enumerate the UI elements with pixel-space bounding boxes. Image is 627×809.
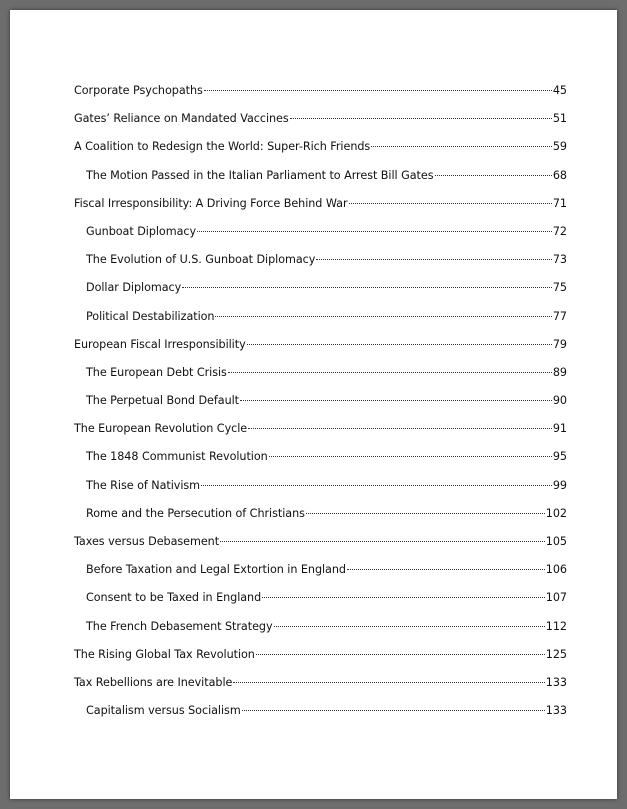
toc-entry-title: Rome and the Persecution of Christians xyxy=(86,506,305,520)
toc-entry-title: Before Taxation and Legal Extortion in England xyxy=(86,563,346,577)
table-of-contents xyxy=(74,77,567,725)
dot-leader xyxy=(201,485,552,486)
toc-entry-title: A Coalition to Redesign the World: Super-Rich Friends xyxy=(74,140,371,154)
dot-leader xyxy=(248,428,552,429)
toc-entry-page-number: 89 xyxy=(552,365,567,379)
toc-entry-page-number: 59 xyxy=(552,140,567,154)
toc-entry-title: The European Revolution Cycle xyxy=(74,422,248,436)
dot-leader xyxy=(215,316,551,317)
document-page xyxy=(10,10,617,799)
toc-entry-title: Political Destabilization xyxy=(86,309,215,323)
dot-leader xyxy=(347,569,545,570)
dot-leader xyxy=(349,203,552,204)
toc-entry-title: The Perpetual Bond Default xyxy=(86,394,240,408)
dot-leader xyxy=(290,118,552,119)
toc-entry[interactable] xyxy=(74,500,567,528)
dot-leader xyxy=(242,710,545,711)
toc-entry-page-number: 72 xyxy=(552,224,567,238)
toc-entry-title: The French Debasement Strategy xyxy=(86,619,273,633)
toc-entry-title: Taxes versus Debasement xyxy=(74,535,220,548)
toc-entry-title: Corporate Psychopaths xyxy=(74,84,203,97)
toc-entry[interactable] xyxy=(74,246,567,274)
toc-entry-title: European Fiscal Irresponsibility xyxy=(74,337,246,351)
toc-entry-page-number: 75 xyxy=(552,281,567,295)
toc-entry-page-number: 68 xyxy=(552,168,567,182)
toc-entry[interactable] xyxy=(74,303,567,331)
toc-entry-page-number: 125 xyxy=(545,647,567,661)
toc-entry-page-number: 51 xyxy=(552,112,567,126)
toc-entry[interactable] xyxy=(74,415,567,443)
toc-entry[interactable] xyxy=(74,528,567,556)
toc-entry-page-number: 79 xyxy=(552,337,567,351)
toc-entry-page-number: 73 xyxy=(552,253,567,267)
toc-entry-page-number: 95 xyxy=(552,450,567,464)
toc-entry[interactable] xyxy=(74,274,567,302)
dot-leader xyxy=(204,90,552,91)
toc-entry[interactable] xyxy=(74,162,567,190)
dot-leader xyxy=(274,626,545,627)
toc-entry[interactable] xyxy=(74,105,567,133)
toc-entry-title: The Evolution of U.S. Gunboat Diplomacy xyxy=(86,253,316,267)
toc-entry-title: Gates’ Reliance on Mandated Vaccines xyxy=(74,112,289,126)
toc-entry[interactable] xyxy=(74,387,567,415)
toc-entry-title: Capitalism versus Socialism xyxy=(86,704,241,718)
dot-leader xyxy=(220,541,545,542)
toc-entry[interactable] xyxy=(74,472,567,500)
dot-leader xyxy=(240,400,552,401)
toc-entry[interactable] xyxy=(74,133,567,161)
toc-entry-title: Consent to be Taxed in England xyxy=(86,591,262,605)
dot-leader xyxy=(233,682,544,683)
toc-entry[interactable] xyxy=(74,443,567,471)
toc-entry-title: The Rise of Nativism xyxy=(86,478,201,492)
toc-entry-page-number: 105 xyxy=(545,535,567,548)
dot-leader xyxy=(269,456,552,457)
toc-entry-page-number: 91 xyxy=(552,422,567,436)
toc-entry-page-number: 102 xyxy=(545,506,567,520)
toc-entry-page-number: 106 xyxy=(545,563,567,577)
toc-entry[interactable] xyxy=(74,218,567,246)
toc-entry-page-number: 45 xyxy=(552,84,567,97)
toc-entry-page-number: 112 xyxy=(545,619,567,633)
dot-leader xyxy=(228,372,552,373)
toc-entry-title: The Motion Passed in the Italian Parliament to Arrest Bill Gates xyxy=(86,168,434,182)
dot-leader xyxy=(197,231,552,232)
dot-leader xyxy=(182,287,552,288)
toc-entry[interactable] xyxy=(74,556,567,584)
dot-leader xyxy=(262,597,545,598)
toc-entry-page-number: 99 xyxy=(552,478,567,492)
toc-entry-page-number: 71 xyxy=(552,196,567,210)
toc-entry-title: Tax Rebellions are Inevitable xyxy=(74,675,233,689)
toc-entry[interactable] xyxy=(74,697,567,725)
dot-leader xyxy=(247,344,552,345)
dot-leader xyxy=(256,654,545,655)
toc-entry[interactable] xyxy=(74,359,567,387)
toc-entry-title: Fiscal Irresponsibility: A Driving Force Behind War xyxy=(74,196,348,210)
toc-entry[interactable] xyxy=(74,190,567,218)
toc-entry[interactable] xyxy=(74,669,567,697)
toc-entry-page-number: 107 xyxy=(545,591,567,605)
toc-entry-page-number: 133 xyxy=(545,675,567,689)
toc-entry-title: The European Debt Crisis xyxy=(86,365,227,379)
toc-entry-page-number: 77 xyxy=(552,309,567,323)
dot-leader xyxy=(316,259,552,260)
toc-entry-title: Dollar Diplomacy xyxy=(86,281,182,295)
toc-entry-page-number: 90 xyxy=(552,394,567,408)
dot-leader xyxy=(306,513,545,514)
toc-entry[interactable] xyxy=(74,331,567,359)
toc-entry-title: Gunboat Diplomacy xyxy=(86,224,197,238)
toc-entry[interactable] xyxy=(74,584,567,612)
toc-entry[interactable] xyxy=(74,613,567,641)
dot-leader xyxy=(371,146,552,147)
toc-entry[interactable] xyxy=(74,77,567,105)
toc-entry[interactable] xyxy=(74,641,567,669)
toc-entry-title: The 1848 Communist Revolution xyxy=(86,450,268,464)
toc-entry-title: The Rising Global Tax Revolution xyxy=(74,647,255,661)
dot-leader xyxy=(435,175,552,176)
toc-entry-page-number: 133 xyxy=(545,704,567,718)
